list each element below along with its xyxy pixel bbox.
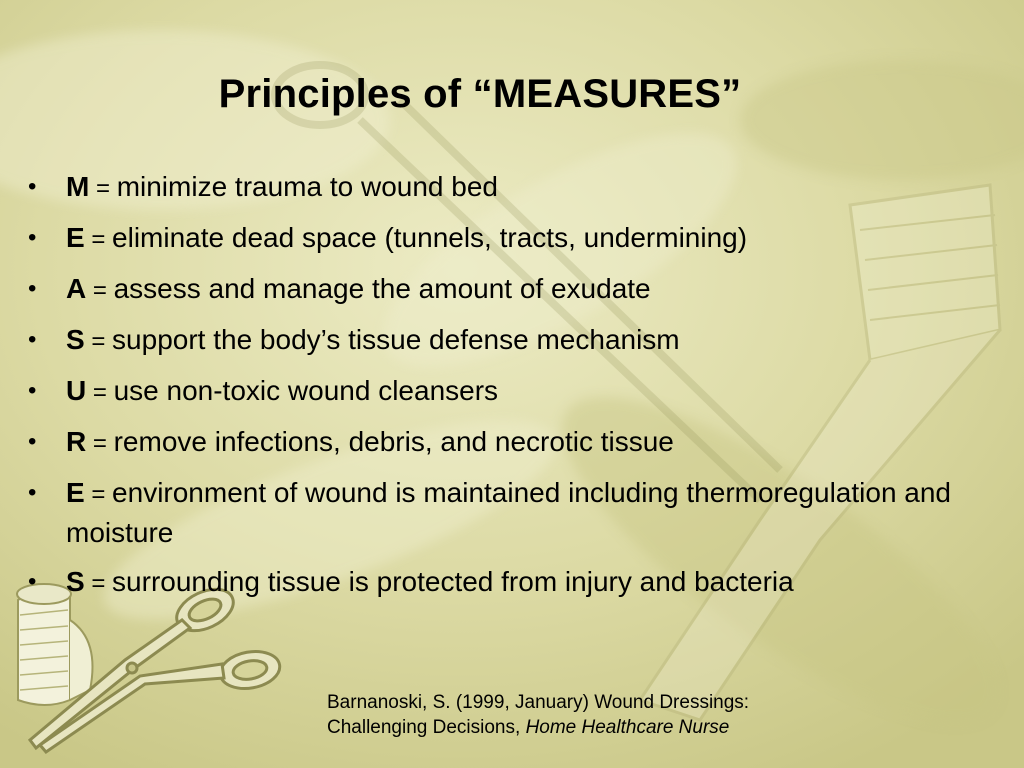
bullet-text: remove infections, debris, and necrotic tissue — [113, 426, 674, 457]
bullet-letter: E — [66, 477, 85, 508]
list-item — [28, 474, 988, 552]
list-item — [28, 168, 988, 208]
list-item — [28, 270, 988, 310]
bullet-icon: • — [28, 326, 37, 353]
equals-sign: = — [84, 328, 113, 355]
citation-line-2 — [327, 715, 749, 740]
bullet-icon: • — [28, 224, 37, 251]
bullet-icon: • — [28, 173, 37, 200]
bullet-text: minimize trauma to wound bed — [116, 171, 498, 202]
list-item — [28, 423, 988, 463]
equals-sign: = — [86, 277, 114, 304]
bullet-letter: S — [66, 566, 85, 597]
citation-line-1: Barnanoski, S. (1999, January) Wound Dressings: — [327, 692, 750, 713]
bullet-letter: E — [66, 222, 85, 253]
bullet-letter: M — [66, 171, 90, 202]
citation-plain-text: Challenging Decisions, — [327, 717, 526, 738]
citation-journal-title: Home Healthcare Nurse — [525, 717, 730, 738]
bullet-icon: • — [28, 275, 37, 302]
bullet-icon: • — [28, 479, 37, 506]
bullet-text: support the body’s tissue defense mechanism — [112, 324, 680, 355]
equals-sign: = — [84, 481, 113, 508]
bullet-text: surrounding tissue is protected from injury and bacteria — [112, 566, 794, 597]
equals-sign: = — [84, 226, 113, 253]
citation — [327, 690, 749, 740]
bullet-letter: R — [66, 426, 87, 457]
bullet-icon: • — [28, 428, 37, 455]
list-item — [28, 219, 988, 259]
bullet-text: environment of wound is maintained including thermoregulation and moisture — [66, 477, 952, 548]
equals-sign: = — [86, 430, 114, 457]
equals-sign: = — [86, 379, 114, 406]
list-item — [28, 372, 988, 412]
bullet-text: eliminate dead space (tunnels, tracts, undermining) — [112, 222, 748, 253]
measures-bullet-list — [28, 168, 988, 614]
list-item — [28, 563, 988, 603]
equals-sign: = — [89, 175, 117, 202]
equals-sign: = — [84, 570, 113, 597]
bullet-letter: U — [66, 375, 87, 406]
bullet-icon: • — [28, 377, 37, 404]
list-item — [28, 321, 988, 361]
bullet-icon: • — [28, 568, 37, 595]
bullet-text: assess and manage the amount of exudate — [113, 273, 651, 304]
bullet-letter: A — [66, 273, 87, 304]
bullet-letter: S — [66, 324, 85, 355]
slide-title: Principles of “MEASURES” — [218, 72, 742, 116]
bullet-text: use non-toxic wound cleansers — [113, 375, 499, 406]
